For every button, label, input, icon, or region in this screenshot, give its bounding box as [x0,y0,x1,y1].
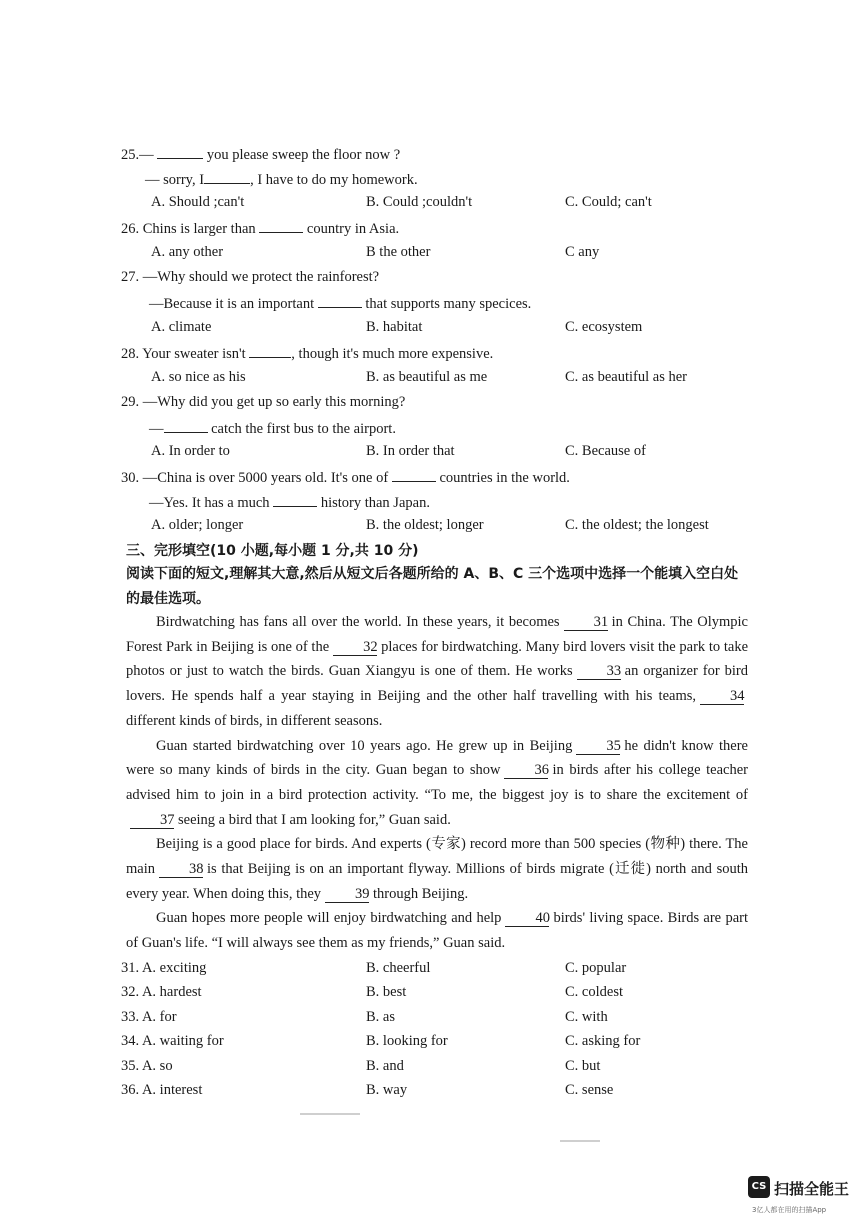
answer-blank [273,492,317,507]
scan-smudge [560,1140,600,1142]
blank-35: 35 [576,738,620,755]
question-27-line2: —Because it is an important that supports many specices. [149,293,531,313]
answer-blank [164,418,208,433]
option-a: A. In order to [151,443,230,459]
option-c: C. Because of [565,443,646,459]
question-25-line2: — sorry, I , I have to do my homework. [145,169,418,189]
question-27-stem: 27. —Why should we protect the rainforest? [121,269,380,285]
option-c: C. the oldest; the longest [565,517,709,533]
option-b: B. In order that [366,443,455,459]
question-number: 26. [121,221,140,237]
answer-blank [204,169,250,184]
question-32: 32. A. hardest [121,984,202,1000]
question-34: 34. A. waiting for [121,1033,224,1049]
option-a: A. any other [151,244,224,260]
question-number: 28. [121,346,140,362]
option-b: B. and [366,1058,404,1074]
section-heading: 三、完形填空(10 小题,每小题 1 分,共 10 分) [126,543,419,559]
blank-36: 36 [504,762,548,779]
answer-blank [249,343,291,358]
option-a: A. Should ;can't [151,194,245,210]
question-30-line2: —Yes. It has a much history than Japan. [149,492,430,512]
blank-33: 33 [577,663,621,680]
option-b: B. cheerful [366,960,431,976]
camscanner-name: 扫描全能王 [774,1180,850,1198]
passage-paragraph-3: Beijing is a good place for birds. And experts (专家) record more than 500 species (物种) there. The main 38 is that Beijing is on an important flyway. Millions of birds migrate (迁徙) north and south every year. When doing this, they 39 through Beijing. [126,836,748,902]
question-26-stem: 26. Chins is larger than country in Asia. [121,218,399,238]
option-a: A. so nice as his [151,369,246,385]
question-25-stem: 25.— you please sweep the floor now ? [121,144,400,164]
option-c: C. coldest [565,984,623,1000]
passage-paragraph-2: Guan started birdwatching over 10 years ago. He grew up in Beijing 35 he didn't know there were so many kinds of birds in the city. Guan began to show 36 in birds after his college teacher advised him to join in a bird protection activity. “To me, the biggest joy is to share the excitement of37 seeing a bird that I am looking for,” Guan said. [126,737,748,828]
question-29-line2: — catch the first bus to the airport. [149,418,396,438]
answer-blank [157,144,203,159]
scan-smudge [300,1113,360,1115]
answer-blank [259,218,303,233]
option-c: C. with [565,1009,608,1025]
question-29-stem: 29. —Why did you get up so early this morning? [121,394,406,410]
blank-34: 34 [700,688,744,705]
option-b: B the other [366,244,431,260]
question-30-stem: 30. —China is over 5000 years old. It's one of countries in the world. [121,467,570,487]
option-c: C. asking for [565,1033,641,1049]
question-36: 36. A. interest [121,1082,203,1098]
option-c: C. Could; can't [565,194,652,210]
option-b: B. as [366,1009,395,1025]
option-c: C. sense [565,1082,614,1098]
answer-blank [392,467,436,482]
question-number: 29. [121,394,140,410]
section-instruction: 阅读下面的短文,理解其大意,然后从短文后各题所给的 A、B、C 三个选项中选择一个能填入空白处的最佳选项。 [126,566,739,607]
camscanner-logo-icon: CS [748,1176,770,1198]
blank-31: 31 [564,614,608,631]
blank-39: 39 [325,886,369,903]
option-b: B. as beautiful as me [366,369,488,385]
option-c: C. popular [565,960,627,976]
option-b: B. way [366,1082,408,1098]
option-b: B. looking for [366,1033,448,1049]
passage-paragraph-4: Guan hopes more people will enjoy birdwatching and help 40 birds' living space. Birds are part of Guan's life. “I will always see them as my friends,” Guan said. [126,910,748,952]
camscanner-tagline: 3亿人都在用的扫描App [752,1206,827,1214]
blank-32: 32 [333,639,377,656]
passage-paragraph-1: Birdwatching has fans all over the world. In these years, it becomes 31 in China. The Olympic Forest Park in Beijing is one of the 32 places for birdwatching. Many bird lovers visit the park to take photos or just to watch the birds. Guan Xiangyu is one of them. He works 33 an organizer for bird lovers. He spends half a year staying in Beijing and the other half travelling with his teams, 34different kinds of birds, in different seasons. [126,614,749,729]
blank-40: 40 [505,910,549,927]
blank-37: 37 [130,812,174,829]
option-a: A. climate [151,319,212,335]
option-c: C. as beautiful as her [565,369,688,385]
question-33: 33. A. for [121,1009,177,1025]
option-b: B. best [366,984,407,1000]
blank-38: 38 [159,861,203,878]
option-b: B. habitat [366,319,423,335]
option-b: B. Could ;couldn't [366,194,473,210]
option-a: A. older; longer [151,517,244,533]
cloze-passage [126,610,748,956]
question-number: 27. [121,269,140,285]
option-c: C. but [565,1058,601,1074]
question-31: 31. A. exciting [121,960,207,976]
option-c: C. ecosystem [565,319,643,335]
question-number: 25. [121,147,140,163]
question-35: 35. A. so [121,1058,173,1074]
question-number: 30. [121,470,140,486]
option-c: C any [565,244,600,260]
option-b: B. the oldest; longer [366,517,484,533]
answer-blank [318,293,362,308]
question-28-stem: 28. Your sweater isn't , though it's much more expensive. [121,343,493,363]
